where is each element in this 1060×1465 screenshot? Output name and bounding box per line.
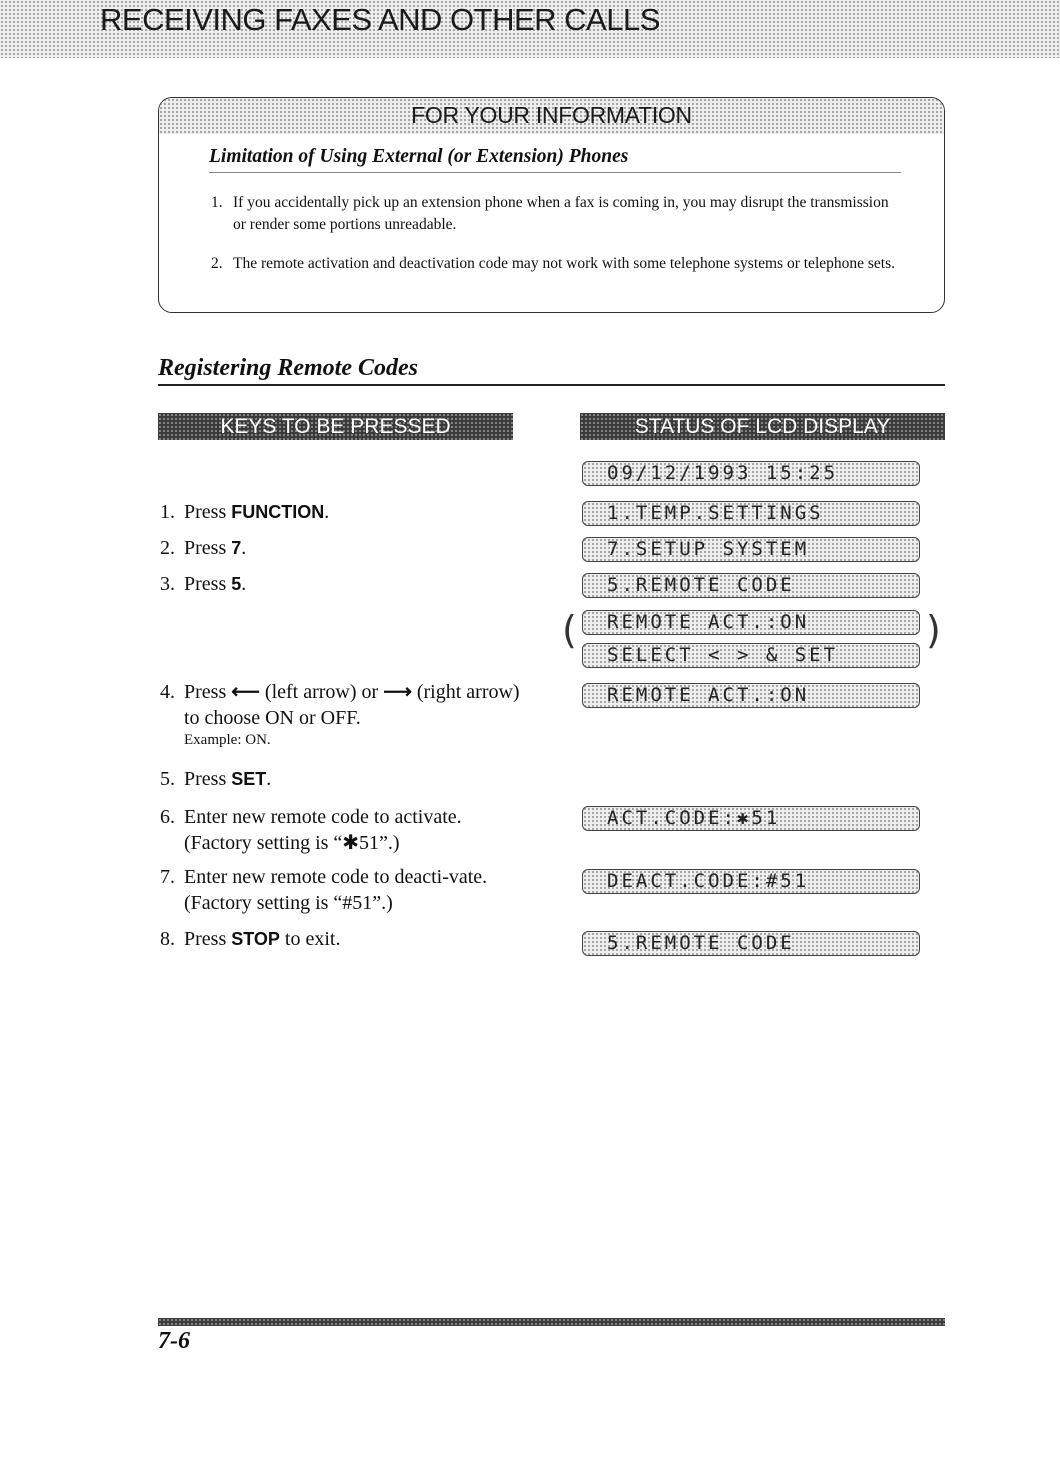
- step-text: Enter new remote code to deacti-vate. (Factory setting is “#51”.): [184, 866, 488, 914]
- step-text: Enter new remote code to activate. (Factory setting is “✱51”.): [184, 806, 462, 854]
- footer-bar: [158, 1318, 945, 1326]
- lcd-remote-code-final-display: [582, 931, 920, 956]
- step-5: [160, 766, 540, 792]
- page-number: 7-6: [158, 1328, 190, 1354]
- step-text: Press: [184, 501, 232, 523]
- step-text: Press: [184, 928, 232, 950]
- page-header-title: RECEIVING FAXES AND OTHER CALLS: [100, 2, 660, 37]
- step-text: .: [241, 537, 247, 559]
- step-number: 2.: [160, 537, 175, 559]
- section-title: Registering Remote Codes: [158, 355, 418, 381]
- keys-column-title: KEYS TO BE PRESSED: [220, 415, 451, 438]
- step-text: Press: [184, 573, 232, 595]
- step-text: .: [241, 573, 247, 595]
- section-divider: [158, 384, 945, 386]
- step-1: [160, 499, 540, 525]
- lcd-text: 5.REMOTE CODE: [607, 574, 795, 596]
- lcd-remote-act-on-display: [582, 683, 920, 708]
- right-arrow-icon: ⟶: [383, 681, 412, 703]
- key-5-label: 5: [231, 574, 242, 594]
- step-number: 3.: [160, 573, 175, 595]
- info-box: [158, 97, 945, 313]
- step-2: [160, 535, 540, 561]
- lcd-act-code-display: [582, 806, 920, 831]
- page-header-banner: [0, 0, 1060, 58]
- lcd-text: REMOTE ACT.:ON: [607, 611, 810, 633]
- step-6: [160, 804, 530, 856]
- info-item: [211, 253, 901, 275]
- step-number: 4.: [160, 681, 175, 703]
- step-number: 6.: [160, 806, 175, 828]
- alternating-display-bracket-right: ): [926, 608, 941, 652]
- alternating-display-bracket-left: (: [562, 608, 577, 652]
- info-box-title: FOR YOUR INFORMATION: [411, 102, 692, 128]
- info-item-text: The remote activation and deactivation code may not work with some telephone systems or telephone sets.: [233, 255, 896, 272]
- function-key-label: FUNCTION: [231, 502, 325, 522]
- lcd-text: 7.SETUP SYSTEM: [607, 538, 810, 560]
- lcd-deact-code-display: [582, 869, 920, 894]
- left-arrow-icon: ⟵: [231, 681, 260, 703]
- step-text: .: [324, 501, 330, 523]
- lcd-text: REMOTE ACT.:ON: [607, 684, 810, 706]
- step-number: 5.: [160, 768, 175, 790]
- info-item-number: 2.: [211, 255, 223, 272]
- step-text: (left arrow) or: [259, 681, 384, 703]
- lcd-column-title: STATUS OF LCD DISPLAY: [634, 415, 891, 438]
- step-text: Press: [184, 768, 232, 790]
- lcd-text: 5.REMOTE CODE: [607, 932, 795, 954]
- step-7: [160, 864, 530, 916]
- lcd-remote-code-display: [582, 573, 920, 598]
- step-text: to exit.: [279, 928, 341, 950]
- lcd-text: 1.TEMP.SETTINGS: [607, 502, 824, 524]
- step-8: [160, 926, 540, 952]
- lcd-column-header: [580, 413, 945, 440]
- step-number: 1.: [160, 501, 175, 523]
- step-number: 7.: [160, 866, 175, 888]
- lcd-text: SELECT < > & SET: [607, 644, 839, 666]
- lcd-text: DEACT.CODE:#51: [607, 870, 810, 892]
- lcd-select-display: [582, 643, 920, 668]
- info-item-number: 1.: [211, 194, 223, 211]
- lcd-remote-act-display: [582, 610, 920, 635]
- info-item-text: If you accidentally pick up an extension phone when a fax is coming in, you may disrupt the transmission or render some portions unreadable.: [233, 194, 889, 233]
- lcd-setup-system-display: [582, 537, 920, 562]
- key-7-label: 7: [231, 538, 242, 558]
- step-3: [160, 571, 540, 597]
- step-example: Example: ON.: [184, 732, 271, 748]
- stop-key-label: STOP: [231, 929, 280, 949]
- step-number: 8.: [160, 928, 175, 950]
- lcd-text: 09/12/1993 15:25: [607, 462, 839, 484]
- lcd-date-display: [582, 461, 920, 486]
- keys-column-header: [158, 413, 513, 440]
- info-subtitle: Limitation of Using External (or Extension) Phones: [209, 146, 901, 173]
- lcd-text: ACT.CODE:✱51: [607, 807, 781, 829]
- step-text: .: [266, 768, 272, 790]
- set-key-label: SET: [231, 769, 267, 789]
- step-text: Press: [184, 681, 232, 703]
- step-text: Press: [184, 537, 232, 559]
- info-item: [211, 192, 901, 236]
- step-4: [160, 679, 530, 749]
- lcd-temp-settings-display: [582, 501, 920, 526]
- step-text: (right arrow) to choose ON or OFF.: [184, 681, 520, 729]
